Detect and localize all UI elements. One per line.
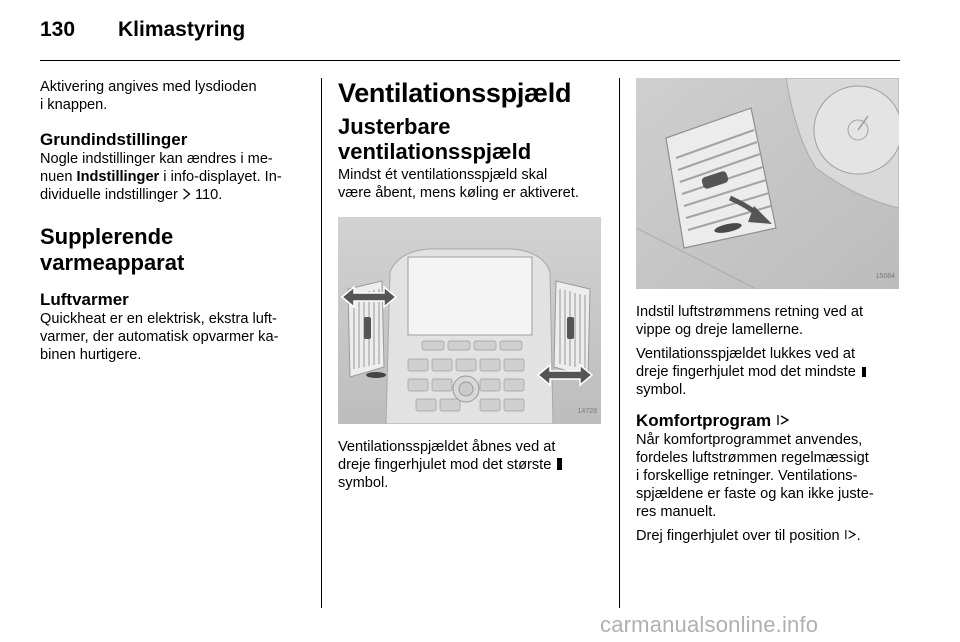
- dashboard-vents-figure: [338, 217, 601, 424]
- small-vent-symbol-icon: [862, 367, 866, 377]
- column-divider-1: [321, 78, 322, 608]
- page-header: [40, 18, 245, 48]
- col3-p2-text: dreje fingerhjulet mod det mindste: [636, 364, 856, 380]
- justerbare-heading-line-1: Justerbare: [338, 114, 451, 139]
- col2-text-line-2: være åbent, mens køling er aktiveret.: [338, 185, 579, 201]
- grund-text-3: dividuelle indstillinger: [40, 187, 182, 203]
- col2-text-line-1: Mindst ét ventilationsspjæld skal: [338, 167, 548, 183]
- large-vent-symbol-icon: [557, 458, 562, 470]
- column-divider-2: [619, 78, 620, 608]
- grund-line-1: Nogle indstillinger kan ændres i me-: [40, 151, 273, 167]
- col3-p1-line-2: vippe og dreje lamellerne.: [636, 322, 804, 338]
- column-1: [40, 78, 310, 364]
- side-vent-figure: [636, 78, 899, 289]
- grund-line-2: [40, 168, 310, 186]
- luft-line-1: Quickheat er en elektrisk, ekstra luft-: [40, 311, 277, 327]
- grund-text-2: i info-displayet. In-: [159, 169, 282, 185]
- page-ref-number: 110.: [190, 187, 223, 203]
- supplerende-heading-line-1: Supplerende: [40, 224, 174, 249]
- page-title: Klimastyring: [118, 18, 246, 41]
- luft-line-2: varmer, der automatisk opvarmer ka-: [40, 329, 279, 345]
- watermark: carmanualsonline.info: [600, 612, 819, 637]
- intro-line-2: i knappen.: [40, 97, 108, 113]
- ventilationsspjaeld-heading: Ventilationsspjæld: [338, 78, 572, 108]
- figure-number: 14728: [577, 408, 597, 415]
- col3-p1-line-1: Indstil luftstrømmens retning ved at: [636, 304, 864, 320]
- col2-caption-line-2: [338, 456, 606, 474]
- intro-line-1: Aktivering angives med lysdioden: [40, 79, 257, 95]
- col2-caption-line-3: symbol.: [338, 475, 389, 491]
- page-number: 130: [40, 18, 76, 41]
- col3-p2-line-1: Ventilationsspjældet lukkes ved at: [636, 346, 856, 362]
- comfort-program-icon: [776, 411, 790, 430]
- col2-caption-line-1: Ventilationsspjældet åbnes ved at: [338, 439, 556, 455]
- figure-number: 15084: [875, 273, 895, 280]
- column-3: [636, 78, 902, 545]
- col3-p4-end: .: [856, 528, 861, 544]
- indstillinger-menu-name: Indstillinger: [76, 169, 160, 185]
- col3-p3-line-5: res manuelt.: [636, 504, 717, 520]
- col3-p3-line-3: i forskellige retninger. Ventilations-: [636, 468, 858, 484]
- col3-p3-line-4: spjældene er faste og kan ikke juste-: [636, 486, 874, 502]
- col3-p4-text: Drej fingerhjulet over til position: [636, 528, 844, 544]
- komfortprogram-title: Komfortprogram: [636, 411, 772, 430]
- side-vent-illustration: [636, 78, 899, 289]
- column-2: [338, 78, 606, 492]
- col3-p2-line-3: symbol.: [636, 382, 687, 398]
- col3-p3-line-2: fordeles luftstrømmen regelmæssigt: [636, 450, 869, 466]
- luftvarmer-heading: Luftvarmer: [40, 290, 129, 309]
- comfort-position-icon: [844, 528, 857, 544]
- justerbare-heading-line-2: ventilationsspjæld: [338, 139, 532, 164]
- grund-text: nuen: [40, 169, 77, 185]
- col3-p3-line-1: Når komfortprogrammet anvendes,: [636, 432, 863, 448]
- page-ref-arrow-icon: [182, 187, 191, 203]
- grund-line-3: [40, 186, 310, 204]
- header-rule: [40, 60, 900, 61]
- luft-line-3: binen hurtigere.: [40, 347, 142, 363]
- komfortprogram-heading: [636, 411, 902, 431]
- col2-caption-text: dreje fingerhjulet mod det største: [338, 457, 552, 473]
- dashboard-vents-illustration: [338, 217, 601, 424]
- col3-p4: [636, 527, 902, 545]
- col3-p2-line-2: [636, 363, 902, 381]
- supplerende-heading-line-2: varmeapparat: [40, 250, 185, 275]
- grundindstillinger-heading: Grundindstillinger: [40, 130, 188, 149]
